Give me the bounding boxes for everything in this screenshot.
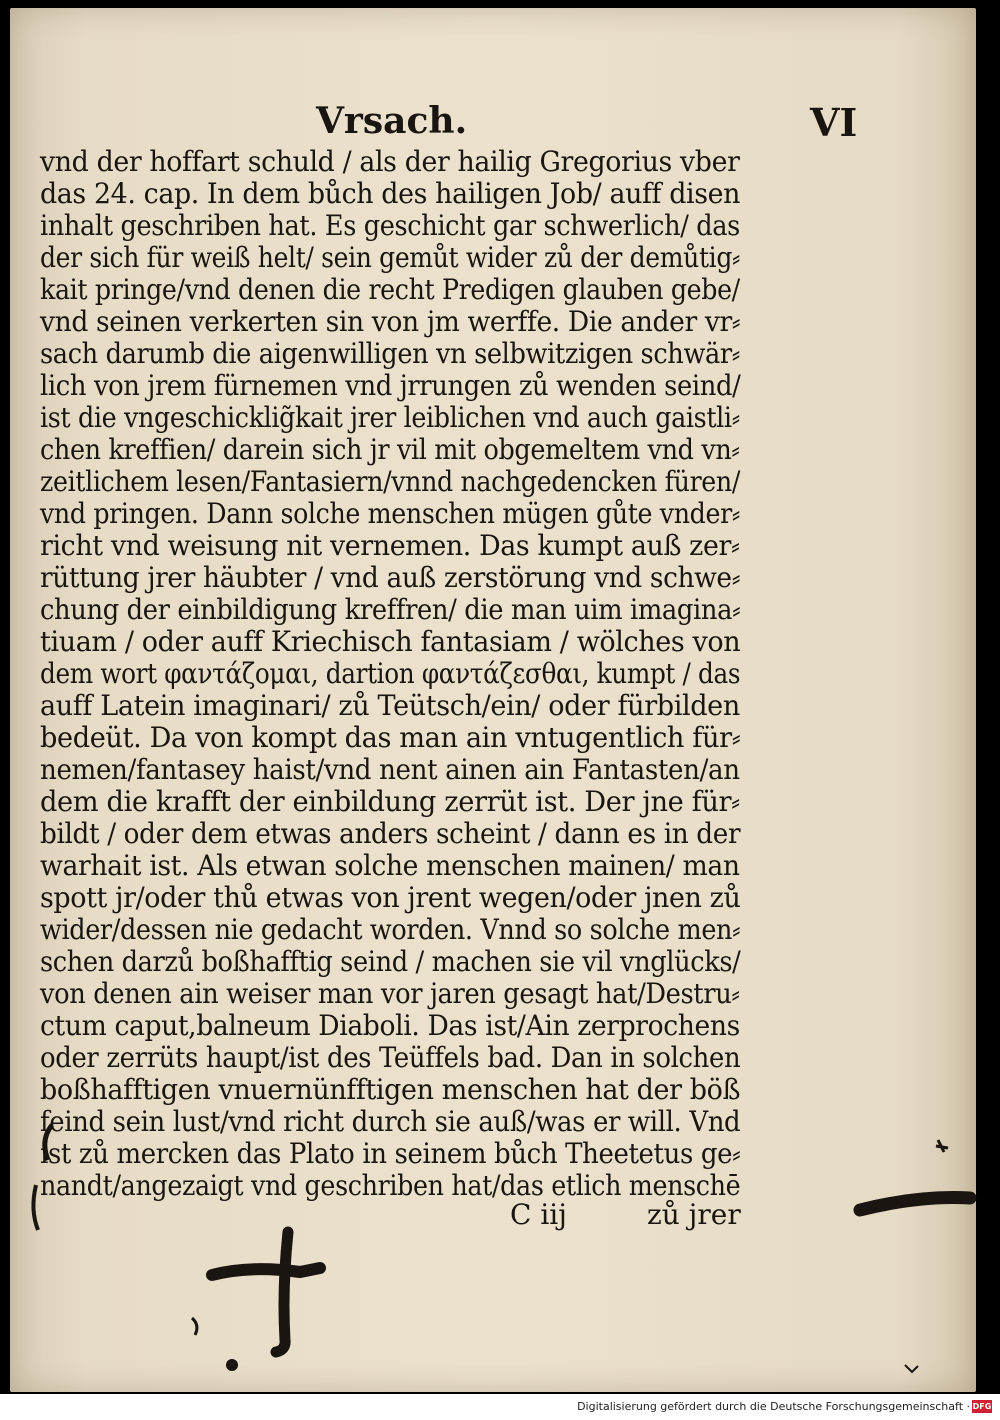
ink-cross	[276, 1232, 288, 1352]
text-line: chung der einbildigung kreffren/ die man uim imagina⸗	[40, 593, 741, 626]
text-line: warhait ist. Als etwan solche menschen mainen/ man	[40, 849, 740, 882]
ink-stroke	[936, 1140, 948, 1152]
text-line: vnd seinen verkerten sin von jm werffe. Die ander vr⸗	[40, 305, 741, 338]
ink-stroke	[905, 1365, 918, 1372]
text-line: zeitlichem lesen/Fantasiern/vnnd nachgedencken füren/	[40, 465, 740, 498]
text-line: von denen ain weiser man vor jaren gesagt hat/Destru⸗	[40, 977, 740, 1010]
text-line: nemen/fantasey haist/vnd nent ainen ain Fantasten/an	[40, 753, 740, 786]
text-line: kait pringe/vnd denen die recht Predigen glauben gebe/	[40, 273, 740, 306]
text-line: chen kreffien/ darein sich jr vil mit obgemeltem vnd vn⸗	[40, 433, 740, 466]
text-line: feind sein lust/vnd richt durch sie auß/was er will. Vnd	[40, 1105, 741, 1138]
text-line: ist zů mercken das Plato in seinem bůch Theetetus ge⸗	[40, 1137, 741, 1170]
ink-stroke	[192, 1318, 197, 1335]
text-line: bildt / oder dem etwas anders scheint / dann es in der	[40, 817, 741, 850]
margin-bracket-ink	[45, 1125, 52, 1160]
ink-dot	[226, 1359, 238, 1371]
text-line: bedeüt. Da von kompt das man ain vntugentlich für⸗	[40, 721, 741, 754]
text-line: der sich für weiß helt/ sein gemůt wider zů der demůtig⸗	[40, 241, 740, 274]
text-line: ctum caput,balneum Diaboli. Das ist/Ain zerprochens	[40, 1009, 740, 1042]
text-line: inhalt geschriben hat. Es geschicht gar schwerlich/ das	[40, 209, 740, 242]
text-line: nandt/angezaigt vnd geschriben hat/das etlich menschē	[40, 1169, 741, 1202]
dfg-logo-icon: DFG	[972, 1402, 992, 1411]
text-line: wider/dessen nie gedacht worden. Vnnd so solche men⸗	[40, 913, 741, 946]
text-line: dem die krafft der einbildung zerrüt ist. Der jne für⸗	[40, 785, 740, 818]
text-line: das 24. cap. In dem bůch des hailigen Job/ auff disen	[40, 177, 741, 210]
text-line: dem wort φαντάζομαι, dartion φαντάζεσθαι, kumpt / das	[40, 657, 741, 690]
signature-mark: C iij	[510, 1198, 567, 1231]
text-line: ist die vngeschicklig̃kait jrer leiblichen vnd auch gaistli⸗	[40, 401, 740, 434]
text-line: sach darumb die aigenwilligen vn selbwitzigen schwär⸗	[40, 337, 740, 370]
text-line: rüttung jrer häubter / vnd auß zerstörung vnd schwe⸗	[40, 561, 741, 594]
text-line: vnd pringen. Dann solche menschen mügen gůte vnder⸗	[40, 497, 740, 530]
text-line: lich von jrem fürnemen vnd jrrungen zů wenden seind/	[40, 369, 741, 402]
text-line: boßhafftigen vnuernünfftigen menschen hat der böß	[40, 1073, 741, 1106]
digitization-credit: Digitalisierung gefördert durch die Deutsche Forschungsgemeinschaft ·	[577, 1400, 970, 1413]
catchword: zů jrer	[647, 1198, 741, 1231]
text-line: schen darzů boßhafftig seind / machen sie vil vnglücks/	[40, 945, 741, 978]
text-line: auff Latein imaginari/ zů Teütsch/ein/ oder fürbilden	[40, 689, 740, 722]
text-line: vnd der hoffart schuld / als der hailig Gregorius vber	[40, 145, 740, 178]
text-line: richt vnd weisung nit vernemen. Das kumpt auß zer⸗	[40, 529, 740, 562]
running-head: Vrsach.	[316, 100, 468, 142]
text-line: tiuam / oder auff Kriechisch fantasiam / wölches von	[40, 625, 741, 658]
text-line: oder zerrüts haupt/ist des Teüffels bad. Dan in solchen	[40, 1041, 741, 1074]
ink-cross	[212, 1268, 320, 1275]
folio-number: VI	[810, 100, 858, 145]
text-line: spott jr/oder thů etwas von jrent wegen/oder jnen zů	[40, 881, 741, 914]
margin-bracket-ink	[33, 1185, 38, 1230]
ink-stroke	[860, 1198, 970, 1211]
